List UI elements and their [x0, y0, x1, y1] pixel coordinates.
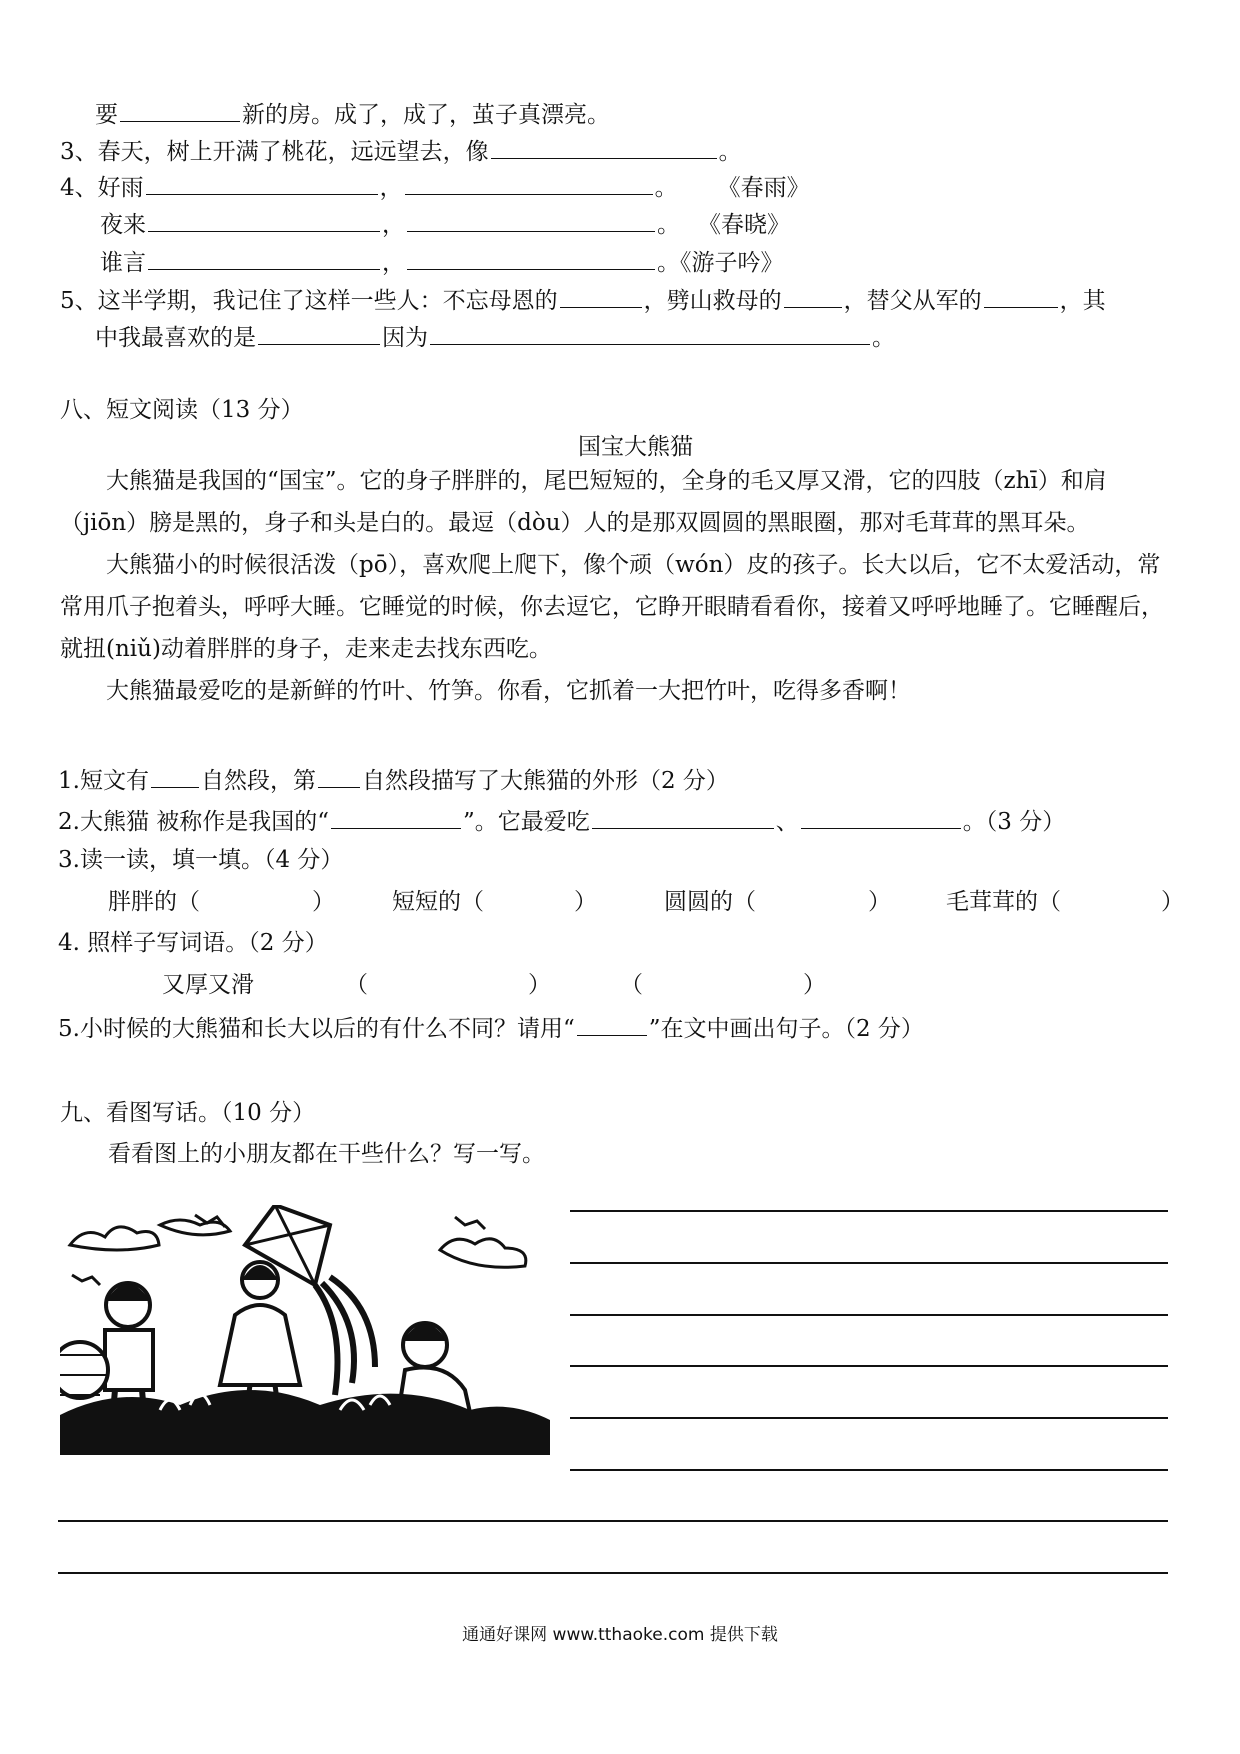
word-blank-1: [345, 971, 551, 1000]
writing-line[interactable]: [58, 1520, 1168, 1522]
writing-line[interactable]: [570, 1210, 1168, 1212]
answer-blank[interactable]: [984, 285, 1058, 308]
text: ，: [382, 250, 405, 276]
question-text: 4、好雨: [60, 175, 144, 201]
word-example: 又厚又滑: [162, 972, 254, 998]
text: ）: [528, 972, 551, 998]
text: 毛茸茸的（: [946, 889, 1061, 915]
text: ，: [382, 212, 405, 238]
text: ”。它最爱吃: [463, 809, 590, 835]
question-4-line-1: [60, 172, 810, 203]
question-text: 夜来: [100, 212, 146, 238]
writing-line[interactable]: [570, 1417, 1168, 1419]
answer-blank[interactable]: [801, 806, 961, 829]
question-4-line-3: [100, 247, 784, 278]
reading-question-5: [58, 1013, 924, 1044]
question-4-line-2: [100, 209, 790, 240]
passage-title: 国宝大熊猫: [578, 434, 693, 460]
poem-source: 。《游子吟》: [657, 250, 784, 276]
writing-line[interactable]: [570, 1469, 1168, 1471]
answer-blank[interactable]: [148, 209, 380, 232]
text: 。: [657, 212, 680, 238]
poem-source: 《春雨》: [717, 175, 810, 201]
answer-blank[interactable]: [430, 322, 870, 345]
answer-blank[interactable]: [151, 765, 199, 788]
text: 自然段，第: [200, 768, 316, 794]
text: 。（3 分）: [962, 809, 1066, 835]
question-text: 5、这半学期，我记住了这样一些人：不忘母恩的: [60, 288, 558, 314]
word-blank-2: [620, 971, 826, 1000]
answer-blank[interactable]: [784, 285, 842, 308]
text: 自然段描写了大熊猫的外形（2 分）: [361, 768, 729, 794]
text: 。: [718, 139, 742, 165]
question-text: 2.大熊猫 被称作是我国的“: [58, 809, 330, 835]
question-text: 3、春天，树上开满了桃花，远远望去，像: [60, 139, 489, 165]
text: ，劈山救母的: [643, 288, 782, 314]
section-9-heading: 九、看图写话。（10 分）: [60, 1100, 316, 1126]
fill-item-3: [664, 888, 891, 917]
answer-blank[interactable]: [258, 322, 380, 345]
question-text: 谁言: [100, 250, 146, 276]
text: 要: [95, 102, 118, 128]
text: ）: [868, 889, 891, 915]
writing-line[interactable]: [570, 1365, 1168, 1367]
text: 因为: [382, 325, 428, 351]
text: 短短的（: [392, 889, 484, 915]
answer-blank[interactable]: [491, 136, 717, 159]
text: ，其: [1059, 288, 1106, 314]
answer-blank[interactable]: [592, 806, 774, 829]
question-5-line-2: [95, 322, 895, 353]
text: ）: [312, 889, 335, 915]
q2-line-continuation: [95, 99, 610, 130]
answer-blank[interactable]: [331, 806, 461, 829]
fill-item-2: [392, 888, 597, 917]
reading-question-4: 4. 照样子写词语。（2 分）: [58, 930, 328, 956]
answer-blank[interactable]: [407, 247, 655, 270]
text: 、: [775, 809, 799, 835]
text: 新的房。成了，成了，茧子真漂亮。: [242, 102, 610, 128]
text: ）: [803, 972, 826, 998]
fill-item-1: [108, 888, 335, 917]
poem-source: 《春晓》: [698, 212, 790, 238]
writing-prompt: 看看图上的小朋友都在干些什么？写一写。: [108, 1141, 545, 1167]
answer-blank[interactable]: [560, 285, 642, 308]
text: 。: [654, 175, 678, 201]
fill-item-4: [946, 888, 1184, 917]
text: 胖胖的（: [108, 889, 200, 915]
passage-paragraph-2: 大熊猫小的时候很活泼（pō），喜欢爬上爬下，像个顽（wón）皮的孩子。长大以后，它不太爱活动，常常用爪子抱着头，呼呼大睡。它睡觉的时候，你去逗它，它睁开眼睛看看你，接着又呼呼地睡了。它睡醒后，就扭(niǔ)动着胖胖的身子，走来走去找东西吃。: [60, 552, 1164, 662]
question-text: 中我最喜欢的是: [95, 325, 256, 351]
section-8-heading: 八、短文阅读（13 分）: [60, 397, 304, 423]
writing-line[interactable]: [58, 1572, 1168, 1574]
question-5-line-1: [60, 285, 1106, 316]
answer-blank[interactable]: [318, 765, 360, 788]
underline-sample: [577, 1013, 647, 1036]
text: ）: [1161, 889, 1184, 915]
answer-blank[interactable]: [407, 209, 655, 232]
footer-credit: 通通好课网 www.tthaoke.com 提供下载: [462, 1625, 778, 1645]
answer-blank[interactable]: [148, 247, 380, 270]
answer-blank[interactable]: [146, 172, 378, 195]
answer-blank[interactable]: [120, 99, 240, 122]
reading-question-3: 3.读一读，填一填。（4 分）: [58, 847, 344, 873]
text: （: [345, 972, 368, 998]
answer-blank[interactable]: [405, 172, 653, 195]
reading-question-1: [58, 765, 729, 796]
question-text: 5.小时候的大熊猫和长大以后的有什么不同？请用“: [58, 1016, 575, 1042]
passage-paragraph-1: 大熊猫是我国的“国宝”。它的身子胖胖的，尾巴短短的，全身的毛又厚又滑，它的四肢（zhī）和肩（jiōn）膀是黑的，身子和头是白的。最逗（dòu）人的是那双圆圆的黑眼圈，那对毛茸茸的黑耳朵。: [60, 468, 1107, 536]
writing-line[interactable]: [570, 1262, 1168, 1264]
passage-paragraph-3: 大熊猫最爱吃的是新鲜的竹叶、竹笋。你看，它抓着一大把竹叶，吃得多香啊！: [106, 678, 911, 704]
text: ，: [379, 175, 403, 201]
question-text: 1.短文有: [58, 768, 149, 794]
reading-question-2: [58, 806, 1065, 837]
writing-line[interactable]: [570, 1314, 1168, 1316]
text: 。: [872, 325, 895, 351]
text: ”在文中画出句子。（2 分）: [648, 1016, 924, 1042]
text: 圆圆的（: [664, 889, 756, 915]
text: ）: [574, 889, 597, 915]
text: ，替父从军的: [843, 288, 982, 314]
children-kite-illustration: [60, 1205, 550, 1455]
question-3: [60, 136, 742, 167]
text: （: [620, 972, 643, 998]
